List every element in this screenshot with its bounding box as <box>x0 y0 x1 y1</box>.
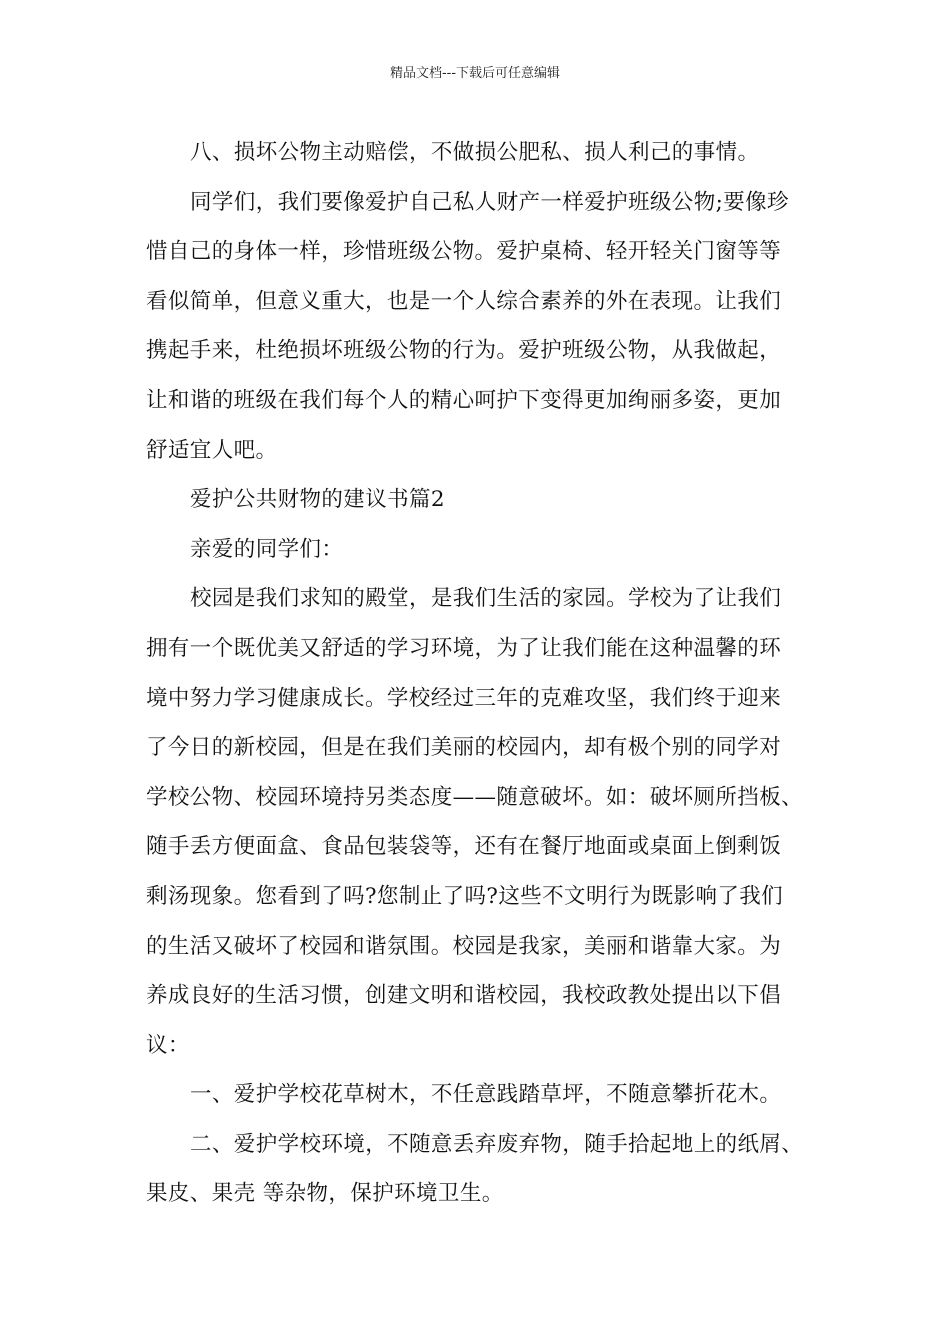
page-header: 精品文档---下载后可任意编辑 <box>389 66 561 81</box>
text-line: 舒适宜人吧。 <box>146 437 278 463</box>
paragraph <box>146 475 810 525</box>
text-line: 同学们，我们要像爱护自己私人财产一样爱护班级公物;要像珍 <box>190 189 789 215</box>
text-line: 八、损坏公物主动赔偿，不做损公肥私、损人利己的事情。 <box>190 140 760 165</box>
text-line: 惜自己的身体一样，珍惜班级公物。爱护桌椅、轻开轻关门窗等等 <box>146 239 782 265</box>
paragraph <box>146 1120 810 1219</box>
paragraph <box>146 1070 810 1120</box>
text-line: 校园是我们求知的殿堂，是我们生活的家园。学校为了让我们 <box>190 586 782 612</box>
document-body <box>146 128 810 1219</box>
text-line: 议： <box>146 1032 190 1058</box>
text-line: 果皮、果壳 等杂物，保护环境卫生。 <box>146 1181 504 1207</box>
paragraph <box>146 178 810 476</box>
text-line: 境中努力学习健康成长。学校经过三年的克难攻坚，我们终于迎来 <box>146 685 782 711</box>
text-line: 亲爱的同学们： <box>190 536 344 562</box>
paragraph <box>146 525 810 575</box>
text-line: 拥有一个既优美又舒适的学习环境，为了让我们能在这种温馨的环 <box>146 635 782 661</box>
text-line: 的生活又破坏了校园和谐氛围。校园是我家，美丽和谐靠大家。为 <box>146 933 782 959</box>
text-line: 学校公物、校园环境持另类态度——随意破坏。如：破坏厕所挡板、 <box>146 784 804 810</box>
text-line: 让和谐的班级在我们每个人的精心呵护下变得更加绚丽多姿，更加 <box>146 387 782 413</box>
paragraph <box>146 128 810 178</box>
text-line: 了今日的新校园，但是在我们美丽的校园内，却有极个别的同学对 <box>146 735 782 761</box>
text-line: 携起手来，杜绝损坏班级公物的行为。爱护班级公物，从我做起， <box>146 338 782 364</box>
text-line: 一、爱护学校花草树木，不任意践踏草坪，不随意攀折花木。 <box>190 1082 782 1108</box>
text-line: 二、爱护学校环境，不随意丢弃废弃物，随手拾起地上的纸屑、 <box>190 1131 804 1157</box>
text-line: 爱护公共财物的建议书篇2 <box>190 487 445 513</box>
text-line: 随手丢方便面盒、食品包装袋等，还有在餐厅地面或桌面上倒剩饭 <box>146 834 782 860</box>
text-line: 养成良好的生活习惯，创建文明和谐校园，我校政教处提出以下倡 <box>146 983 782 1009</box>
paragraph <box>146 574 810 1070</box>
text-line: 剩汤现象。您看到了吗?您制止了吗?这些不文明行为既影响了我们 <box>146 883 784 909</box>
text-line: 看似简单，但意义重大，也是一个人综合素养的外在表现。让我们 <box>146 288 782 314</box>
